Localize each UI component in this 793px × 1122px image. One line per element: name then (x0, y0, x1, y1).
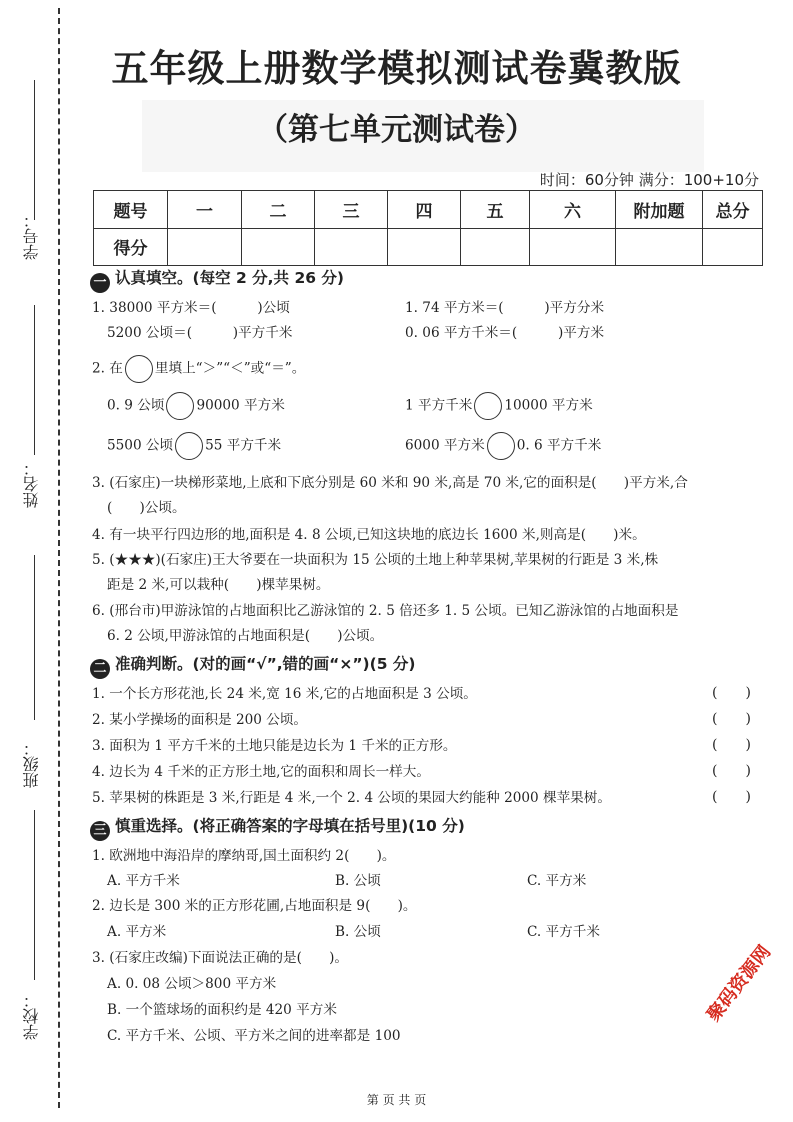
question-text: 2. 在 (92, 360, 123, 377)
section-number-badge: 一 (90, 273, 110, 293)
choice-question: 2. 边长是 300 米的正方形花圃,占地面积是 9( )。 (92, 898, 417, 914)
fill-question: 4. 有一块平行四边形的地,面积是 4. 8 公顷,已知这块地的底边长 1600 米,则高是( )米。 (92, 527, 646, 543)
compare-left: 0. 9 公顷 (107, 397, 165, 414)
judge-question: 2. 某小学操场的面积是 200 公顷。 (92, 712, 308, 728)
compare-right: 10000 平方米 (504, 397, 593, 414)
fill-question: 5. (★★★)(石家庄)王大爷要在一块面积为 15 公顷的土地上种苹果树,苹果树的行距是 3 米,株 (92, 552, 659, 568)
name-label: 姓名： (22, 460, 41, 508)
score-row-label: 得分 (94, 228, 168, 266)
answer-circle[interactable] (487, 432, 515, 460)
fill-question: 3. (石家庄)一块梯形菜地,上底和下底分别是 60 米和 90 米,高是 70 米,它的面积是( )平方米,合 (92, 475, 688, 491)
section-1-heading (90, 266, 344, 293)
answer-paren[interactable]: ( ) (712, 737, 751, 753)
score-cell[interactable] (315, 228, 388, 266)
answer-paren[interactable]: ( ) (712, 789, 751, 805)
score-header-cell: 附加题 (616, 191, 703, 229)
score-cell[interactable] (168, 228, 242, 266)
school-label: 学校： (22, 992, 41, 1040)
choice-question: 3. (石家庄改编)下面说法正确的是( )。 (92, 950, 349, 966)
score-header-cell: 六 (530, 191, 616, 229)
score-header-cell: 总分 (703, 191, 763, 229)
compare-left: 1 平方千米 (405, 397, 473, 414)
section-2-heading (90, 652, 415, 679)
section-number-badge: 二 (90, 659, 110, 679)
section-3-heading (90, 814, 465, 841)
name-line (34, 305, 35, 455)
answer-paren[interactable]: ( ) (712, 763, 751, 779)
fill-question-2 (92, 355, 305, 383)
judge-question: 4. 边长为 4 千米的正方形土地,它的面积和周长一样大。 (92, 764, 430, 780)
fill-question: 1. 38000 平方米＝( )公顷 (92, 300, 290, 316)
score-header-cell: 三 (315, 191, 388, 229)
class-line (34, 555, 35, 720)
compare-right: 90000 平方米 (196, 397, 285, 414)
answer-circle[interactable] (175, 432, 203, 460)
compare-right: 0. 6 平方千米 (516, 437, 602, 454)
score-cell[interactable] (388, 228, 461, 266)
binding-dashed-line (58, 8, 60, 1108)
fill-question: ( )公顷。 (107, 500, 186, 516)
fill-question: 5200 公顷＝( )平方千米 (107, 325, 293, 341)
score-table-header-row (94, 191, 763, 229)
compare-left: 6000 平方米 (405, 437, 485, 454)
section-title: 慎重选择。(将正确答案的字母填在括号里)(10 分) (115, 817, 465, 835)
fill-question: 1. 74 平方米＝( )平方分米 (405, 300, 605, 316)
choice-option[interactable]: A. 0. 08 公顷＞800 平方米 (107, 976, 277, 992)
score-cell[interactable] (616, 228, 703, 266)
fill-question: 距是 2 米,可以栽种( )棵苹果树。 (107, 577, 330, 593)
fill-question: 6. 2 公顷,甲游泳馆的占地面积是( )公顷。 (107, 628, 384, 644)
score-header-cell: 四 (388, 191, 461, 229)
section-title: 准确判断。(对的画“√”,错的画“×”)(5 分) (115, 655, 416, 673)
score-cell[interactable] (530, 228, 616, 266)
choice-option[interactable]: A. 平方米 (107, 924, 167, 940)
score-cell[interactable] (242, 228, 315, 266)
choice-option[interactable]: B. 公顷 (335, 924, 381, 940)
student-id-line (34, 80, 35, 220)
score-table (93, 190, 763, 266)
section-title: 认真填空。(每空 2 分,共 26 分) (115, 269, 344, 287)
answer-paren[interactable]: ( ) (712, 711, 751, 727)
score-header-cell: 题号 (94, 191, 168, 229)
score-header-cell: 一 (168, 191, 242, 229)
page-footer: 第 页 共 页 (366, 1093, 427, 1107)
compare-item (405, 392, 593, 420)
judge-question: 1. 一个长方形花池,长 24 米,宽 16 米,它的占地面积是 3 公顷。 (92, 686, 477, 702)
choice-option[interactable]: A. 平方千米 (107, 873, 180, 889)
section-number-badge: 三 (90, 821, 110, 841)
score-cell[interactable] (703, 228, 763, 266)
page-title: 五年级上册数学模拟测试卷冀教版 (111, 47, 682, 90)
watermark-stamp: 聚码资源网 (703, 941, 776, 1026)
fill-question: 0. 06 平方千米＝( )平方米 (405, 325, 605, 341)
compare-item (107, 432, 281, 460)
question-text: 里填上“＞”“＜”或“＝”。 (154, 360, 306, 377)
judge-question: 3. 面积为 1 平方千米的土地只能是边长为 1 千米的正方形。 (92, 738, 457, 754)
choice-option[interactable]: C. 平方千米 (527, 924, 600, 940)
score-header-cell: 五 (461, 191, 530, 229)
choice-option[interactable]: C. 平方千米、公顷、平方米之间的进率都是 100 (107, 1028, 401, 1044)
class-label: 班级： (22, 740, 41, 788)
school-line (34, 810, 35, 980)
choice-option[interactable]: C. 平方米 (527, 873, 587, 889)
choice-option[interactable]: B. 公顷 (335, 873, 381, 889)
score-cell[interactable] (461, 228, 530, 266)
answer-paren[interactable]: ( ) (712, 685, 751, 701)
score-table-score-row (94, 228, 763, 266)
compare-right: 55 平方千米 (205, 437, 282, 454)
compare-left: 5500 公顷 (107, 437, 174, 454)
answer-circle[interactable] (474, 392, 502, 420)
page-subtitle: （第七单元测试卷） (257, 112, 536, 148)
student-id-label: 学号： (22, 212, 41, 260)
compare-item (405, 432, 601, 460)
answer-circle[interactable] (166, 392, 194, 420)
answer-circle[interactable] (125, 355, 153, 383)
fill-question: 6. (邢台市)甲游泳馆的占地面积比乙游泳馆的 2. 5 倍还多 1. 5 公顷。已知乙游泳馆的占地面积是 (92, 603, 679, 619)
time-and-score-info: 时间：60分钟 满分：100+10分 (539, 171, 759, 189)
compare-item (107, 392, 285, 420)
judge-question: 5. 苹果树的株距是 3 米,行距是 4 米,一个 2. 4 公顷的果园大约能种 2000 棵苹果树。 (92, 790, 611, 806)
score-header-cell: 二 (242, 191, 315, 229)
choice-question: 1. 欧洲地中海沿岸的摩纳哥,国土面积约 2( )。 (92, 848, 396, 864)
choice-option[interactable]: B. 一个篮球场的面积约是 420 平方米 (107, 1002, 337, 1018)
